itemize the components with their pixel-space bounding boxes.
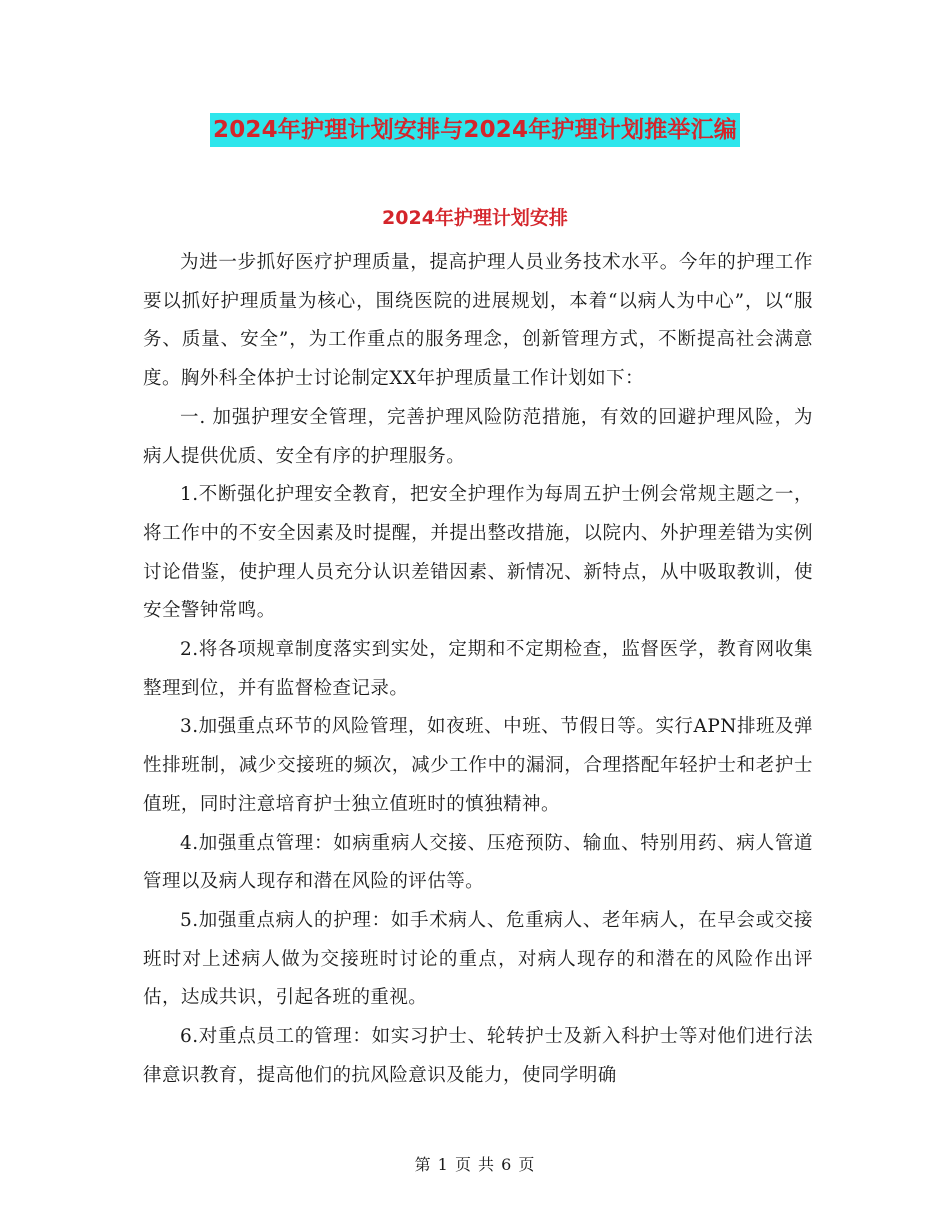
document-title	[0, 113, 950, 150]
paragraph: 1.不断强化护理安全教育，把安全护理作为每周五护士例会常规主题之一，将工作中的不安全因素及时提醒，并提出整改措施，以院内、外护理差错为实例讨论借鉴，使护理人员充分认识差错因素、新情况、新特点，从中吸取教训，使安全警钟常鸣。	[143, 484, 813, 622]
paragraph: 3.加强重点环节的风险管理，如夜班、中班、节假日等。实行APN排班及弹性排班制，减少交接班的频次，减少工作中的漏洞，合理搭配年轻护士和老护士值班，同时注意培育护士独立值班时的慎独精神。	[143, 716, 813, 815]
paragraph: 为进一步抓好医疗护理质量，提高护理人员业务技术水平。今年的护理工作要以抓好护理质量为核心，围绕医院的进展规划，本着“以病人为中心”，以“服务、质量、安全”，为工作重点的服务理念，创新管理方式，不断提高社会满意度。胸外科全体护士讨论制定XX年护理质量工作计划如下：	[143, 252, 813, 390]
section-title: 2024年护理计划安排	[382, 207, 568, 229]
paragraph: 2.将各项规章制度落实到实处，定期和不定期检查，监督医学，教育网收集整理到位，并有监督检查记录。	[143, 639, 813, 699]
paragraph: 4.加强重点管理：如病重病人交接、压疮预防、输血、特别用药、病人管道管理以及病人现存和潜在风险的评估等。	[143, 832, 813, 893]
paragraph: 一. 加强护理安全管理，完善护理风险防范措施，有效的回避护理风险，为病人提供优质、安全有序的护理服务。	[143, 406, 813, 467]
document-body	[143, 244, 813, 1095]
page-footer: 第 1 页 共 6 页	[414, 1155, 536, 1174]
paragraph: 5.加强重点病人的护理：如手术病人、危重病人、老年病人，在早会或交接班时对上述病人做为交接班时讨论的重点，对病人现存的和潜在的风险作出评估，达成共识，引起各班的重视。	[143, 909, 813, 1009]
paragraph: 6.对重点员工的管理：如实习护士、轮转护士及新入科护士等对他们进行法律意识教育，提高他们的抗风险意识及能力，使同学明确	[143, 1026, 813, 1086]
document-title-text: 2024年护理计划安排与2024年护理计划推举汇编	[210, 113, 740, 147]
